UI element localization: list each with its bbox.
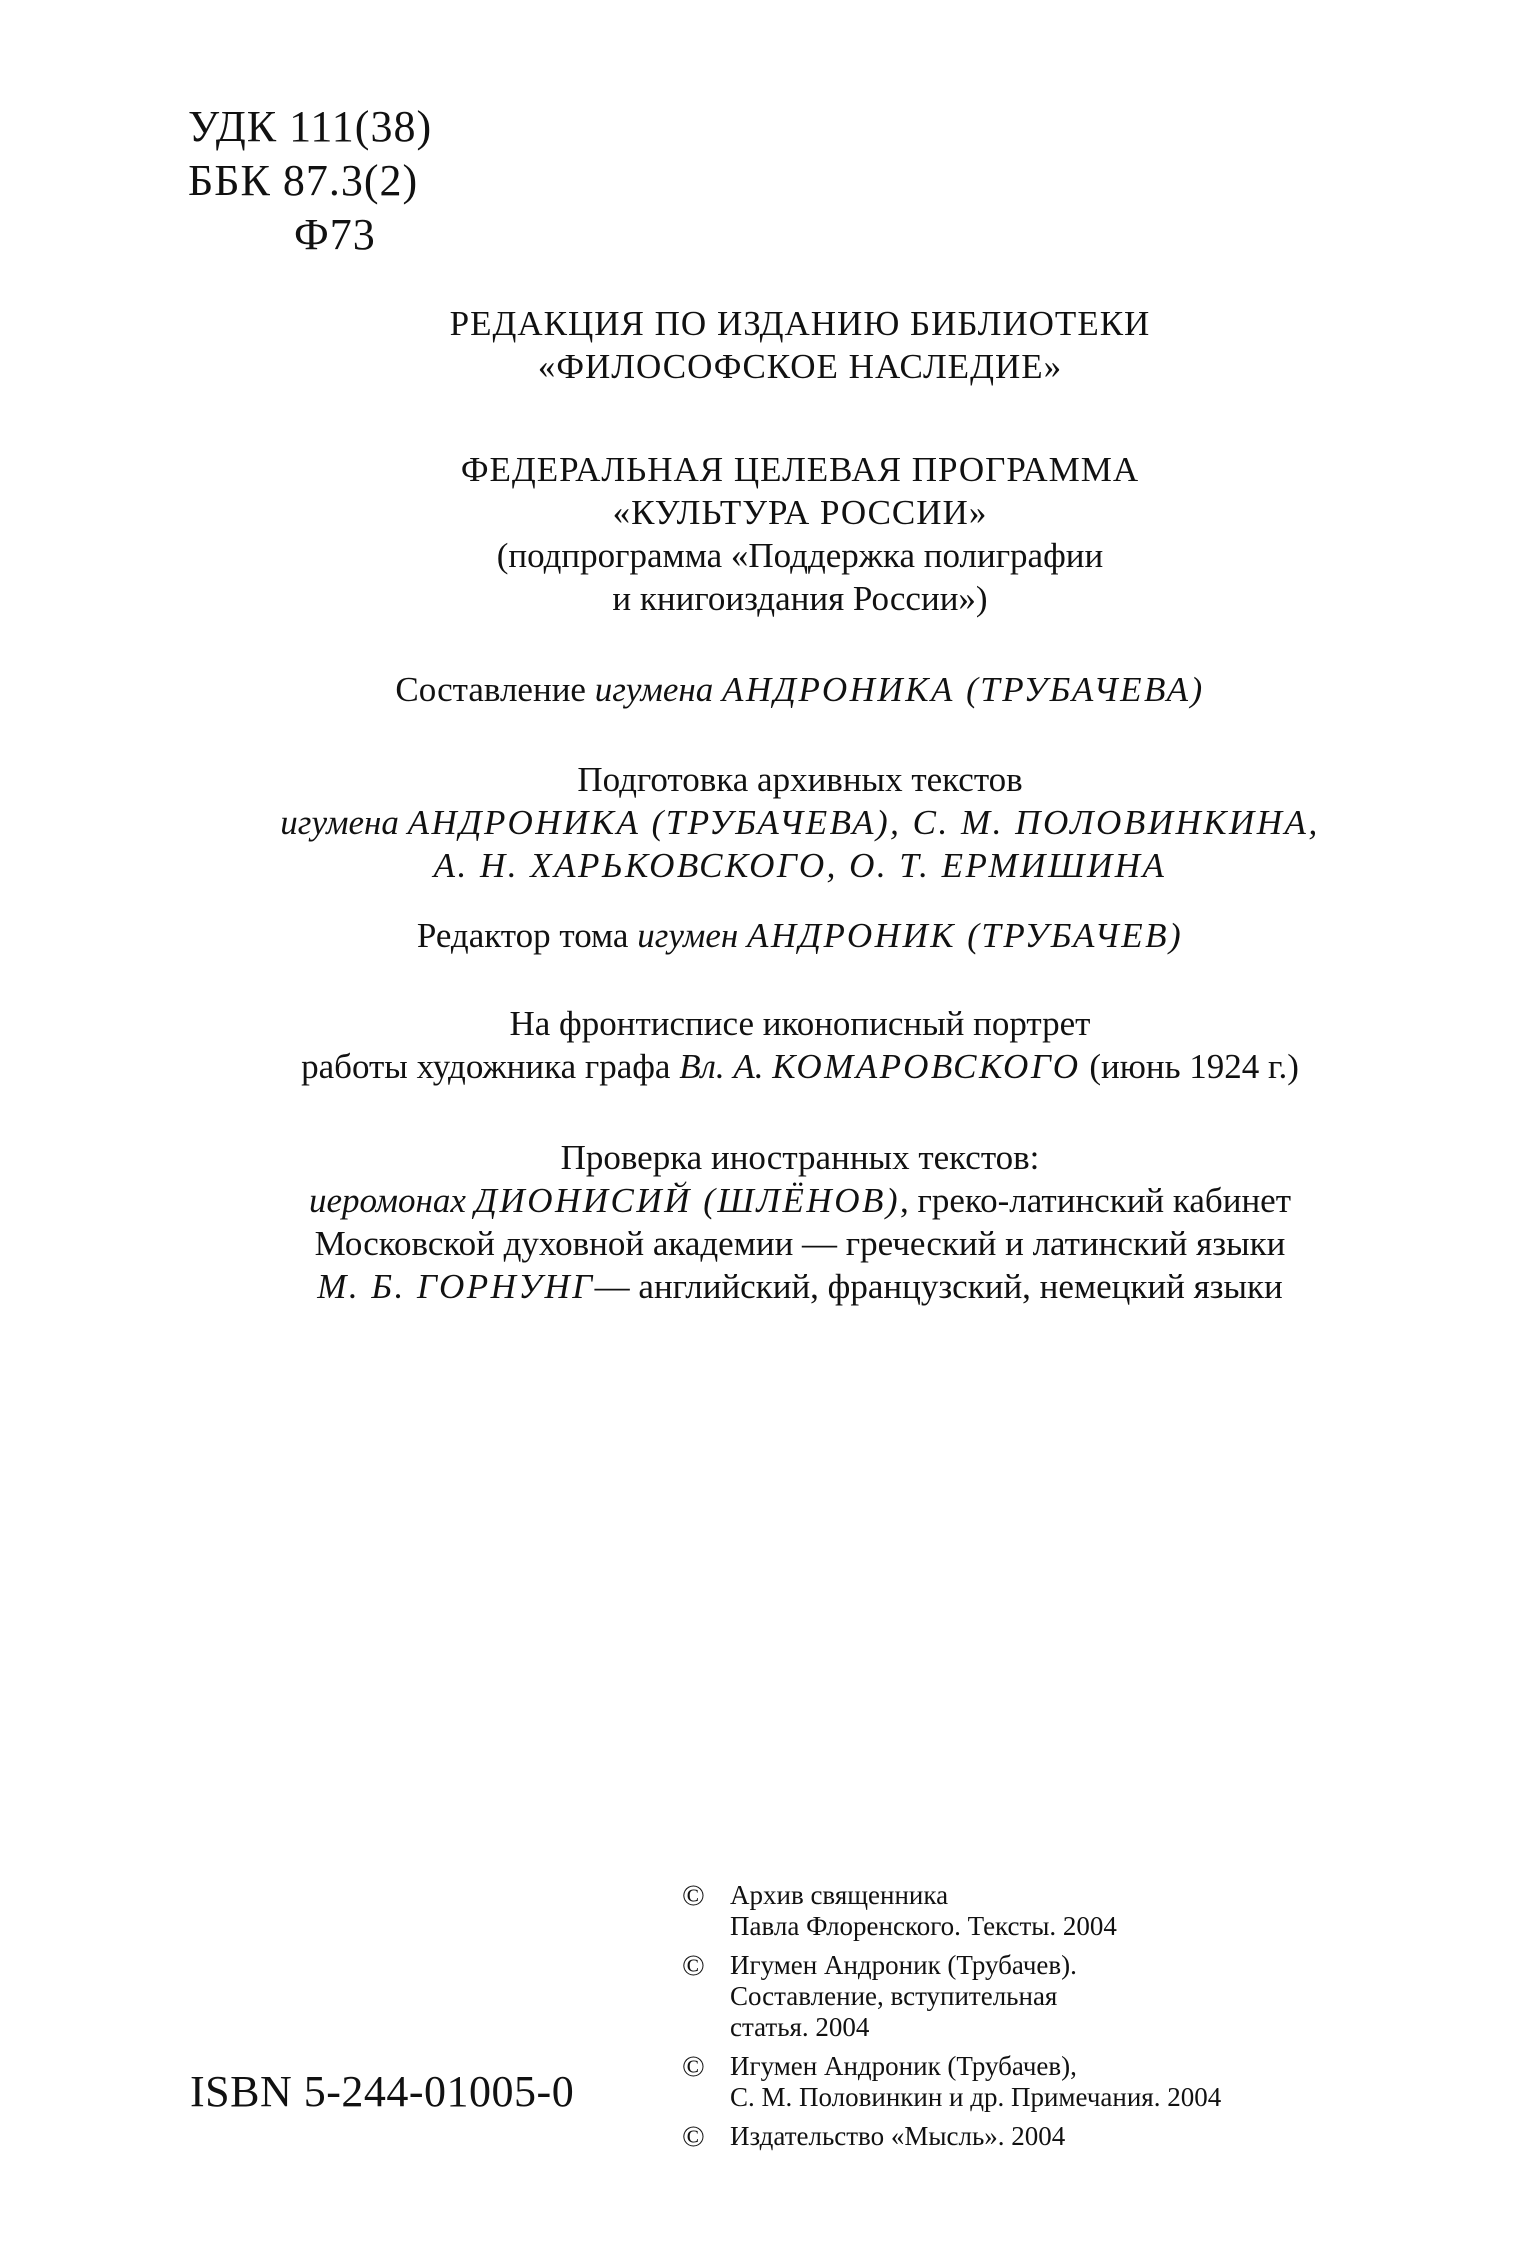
volume-editor-block: [180, 914, 1420, 957]
foreign-check-label: Проверка иностранных текстов:: [560, 1138, 1040, 1177]
classification-codes: [188, 100, 432, 262]
copyright-entry: [682, 2121, 1402, 2152]
foreign-check-line3: Московской духовной академии — греческий и латинский языки: [314, 1224, 1286, 1263]
volume-editor-label: Редактор тома: [416, 916, 629, 955]
copyright-icon: ©: [682, 2120, 705, 2153]
frontispiece-artist-name: КОМАРОВСКОГО: [772, 1047, 1081, 1086]
frontispiece-line1: На фронтисписе иконописный портрет: [509, 1004, 1091, 1043]
foreign-check-block: [180, 1136, 1420, 1308]
frontispiece-artist-initials: Вл. А.: [679, 1047, 764, 1086]
copyright-line: Издательство «Мысль». 2004: [730, 2121, 1066, 2151]
archive-preparation-block: [180, 758, 1420, 887]
compilation-name: АНДРОНИКА (ТРУБАЧЕВА): [722, 670, 1205, 709]
copyright-icon: ©: [682, 1879, 705, 1912]
author-mark: Ф73: [294, 210, 376, 259]
copyright-icon: ©: [682, 2050, 705, 2083]
isbn-number: ISBN 5-244-01005-0: [190, 2067, 575, 2116]
editorial-board-line2: «ФИЛОСОФСКОЕ НАСЛЕДИЕ»: [537, 347, 1063, 386]
compilation-label: Составление: [395, 670, 586, 709]
volume-editor-role: игумен: [637, 916, 739, 955]
federal-program-line2: «КУЛЬТУРА РОССИИ»: [612, 493, 988, 532]
copyright-line: Игумен Андроник (Трубачев).: [730, 1950, 1077, 1980]
copyright-line: С. М. Половинкин и др. Примечания. 2004: [730, 2082, 1222, 2112]
foreign-check-rest1: , греко-латинский кабинет: [900, 1181, 1292, 1220]
copyright-line: Игумен Андроник (Трубачев),: [730, 2051, 1077, 2081]
foreign-check-name1: ДИОНИСИЙ (ШЛЁНОВ): [474, 1181, 901, 1220]
compilation-role: игумена: [594, 670, 714, 709]
archive-preparation-names2: А. Н. ХАРЬКОВСКОГО, О. Т. ЕРМИШИНА: [433, 846, 1167, 885]
volume-editor-name: АНДРОНИК (ТРУБАЧЕВ): [747, 916, 1184, 955]
compilation-block: [180, 668, 1420, 711]
editorial-board-block: [180, 302, 1420, 388]
copyright-entry: [682, 2051, 1402, 2113]
copyright-line: Архив священника: [730, 1880, 949, 1910]
federal-program-block: [180, 448, 1420, 620]
federal-program-line1: ФЕДЕРАЛЬНАЯ ЦЕЛЕВАЯ ПРОГРАММА: [460, 450, 1140, 489]
copyright-line: статья. 2004: [730, 2012, 870, 2042]
udk-code: УДК 111(38): [188, 102, 433, 151]
foreign-check-rest2: — английский, французский, немецкий языки: [594, 1267, 1283, 1306]
copyright-entry: [682, 1950, 1402, 2043]
editorial-board-line1: РЕДАКЦИЯ ПО ИЗДАНИЮ БИБЛИОТЕКИ: [449, 304, 1151, 343]
bbk-code: ББК 87.3(2): [188, 156, 419, 205]
foreign-check-role: иеромонах: [308, 1181, 466, 1220]
frontispiece-prefix: работы художника графа: [301, 1047, 671, 1086]
copyright-line: Составление, вступительная: [730, 1981, 1058, 2011]
frontispiece-date: (июнь 1924 г.): [1089, 1047, 1299, 1086]
federal-program-line4: и книгоиздания России»): [612, 579, 988, 618]
frontispiece-block: [180, 1002, 1420, 1088]
archive-preparation-label: Подготовка архивных текстов: [577, 760, 1023, 799]
copyright-entry: [682, 1880, 1402, 1942]
archive-preparation-names1: АНДРОНИКА (ТРУБАЧЕВА), С. М. ПОЛОВИНКИНА,: [407, 803, 1320, 842]
copyright-line: Павла Флоренского. Тексты. 2004: [730, 1911, 1117, 1941]
copyright-list: [682, 1880, 1402, 2160]
copyright-icon: ©: [682, 1949, 705, 1982]
federal-program-line3: (подпрограмма «Поддержка полиграфии: [496, 536, 1104, 575]
archive-preparation-role: игумена: [280, 803, 399, 842]
foreign-check-name2: М. Б. ГОРНУНГ: [317, 1267, 595, 1306]
